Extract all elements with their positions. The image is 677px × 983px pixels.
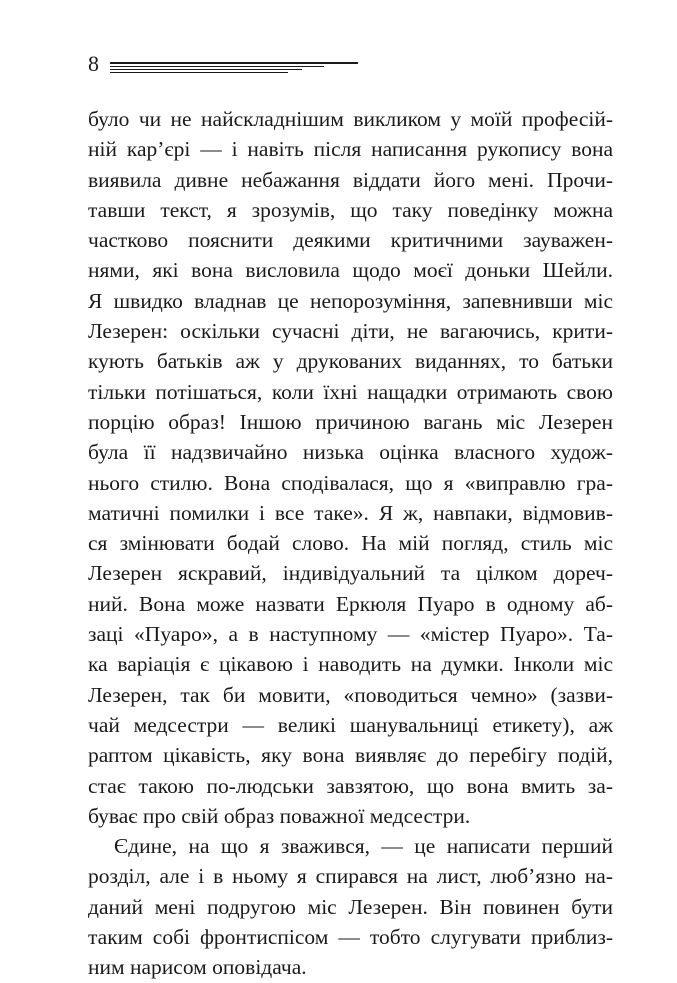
paragraph [88, 104, 613, 831]
page-number: 8 [88, 51, 99, 76]
text-line: виявила дивне небажання віддати його мені. Прочи- [88, 167, 613, 192]
paragraph [88, 831, 613, 982]
text-line: було чи не найскладнішим викликом у моїй професій- [88, 107, 613, 131]
text-line: частково пояснити деякими критичними зауважен- [88, 228, 613, 253]
header-rule [110, 69, 302, 70]
text-line: кують батьків аж у друкованих виданнях, то батьки [88, 349, 613, 374]
text-line: ний. Вона може назвати Еркюля Пуаро в одному аб- [88, 591, 613, 616]
text-line: матичні помилки і все таке». Я ж, навпаки, відмовив- [88, 500, 613, 525]
text-line: буває про свій образ поважної медсестри. [88, 803, 471, 828]
header-rule [110, 72, 288, 73]
text-line: тільки потішаться, коли їхні нащадки отримають свою [88, 379, 613, 404]
text-line: раптом цікавість, яку вона виявляє до перебігу подій, [88, 743, 613, 768]
text-line: нього стилю. Вона сподівалася, що я «виправлю гра- [88, 470, 613, 495]
text-line: нями, які вона висловила щодо моєї доньки Шейли. [88, 258, 613, 283]
header-rule [110, 66, 324, 67]
text-line: ка варіація є цікавою і наводить на думки. Інколи міс [88, 652, 613, 677]
text-line: Лезерен: оскільки сучасні діти, не вагаючись, крити- [88, 319, 613, 344]
text-line: ся змінювати бодай слово. На мій погляд, стиль міс [88, 531, 613, 556]
text-line: Єдине, на що я зважився, — це написати перший [114, 834, 613, 859]
text-line: розділ, але і в ньому я спирався на лист, люб’язно на- [88, 864, 613, 889]
text-line: даний мені подругою міс Лезерен. Він повинен бути [88, 894, 613, 919]
text-line: чай медсестри — великі шанувальниці етикету), аж [88, 712, 613, 737]
text-line: Лезерен, так би мовити, «поводиться чемно» (зазви- [88, 682, 613, 707]
body-text [88, 104, 613, 983]
text-line: Я швидко владнав це непорозуміння, запевнивши міс [88, 288, 613, 313]
text-line: таким собі фронтиспісом — тобто слугувати приблиз- [88, 925, 613, 950]
text-line: була її надзвичайно низька оцінка власного худож- [88, 440, 613, 465]
header-rule [110, 62, 358, 64]
text-line: ним нарисом оповідача. [88, 955, 307, 980]
text-line: Лезерен яскравий, індивідуальний та цілком дореч- [88, 561, 613, 586]
text-line: тавши текст, я зрозумів, що таку поведінку можна [88, 197, 613, 222]
text-line: ній кар’єрі — і навіть після написання рукопису вона [88, 137, 613, 162]
text-line: заці «Пуаро», а в наступному — «містер Пуаро». Та- [88, 622, 613, 647]
text-line: стає такою по-людськи завзятою, що вона вмить за- [88, 773, 613, 798]
text-line: порцію образ! Іншою причиною вагань міс Лезерен [88, 409, 613, 434]
